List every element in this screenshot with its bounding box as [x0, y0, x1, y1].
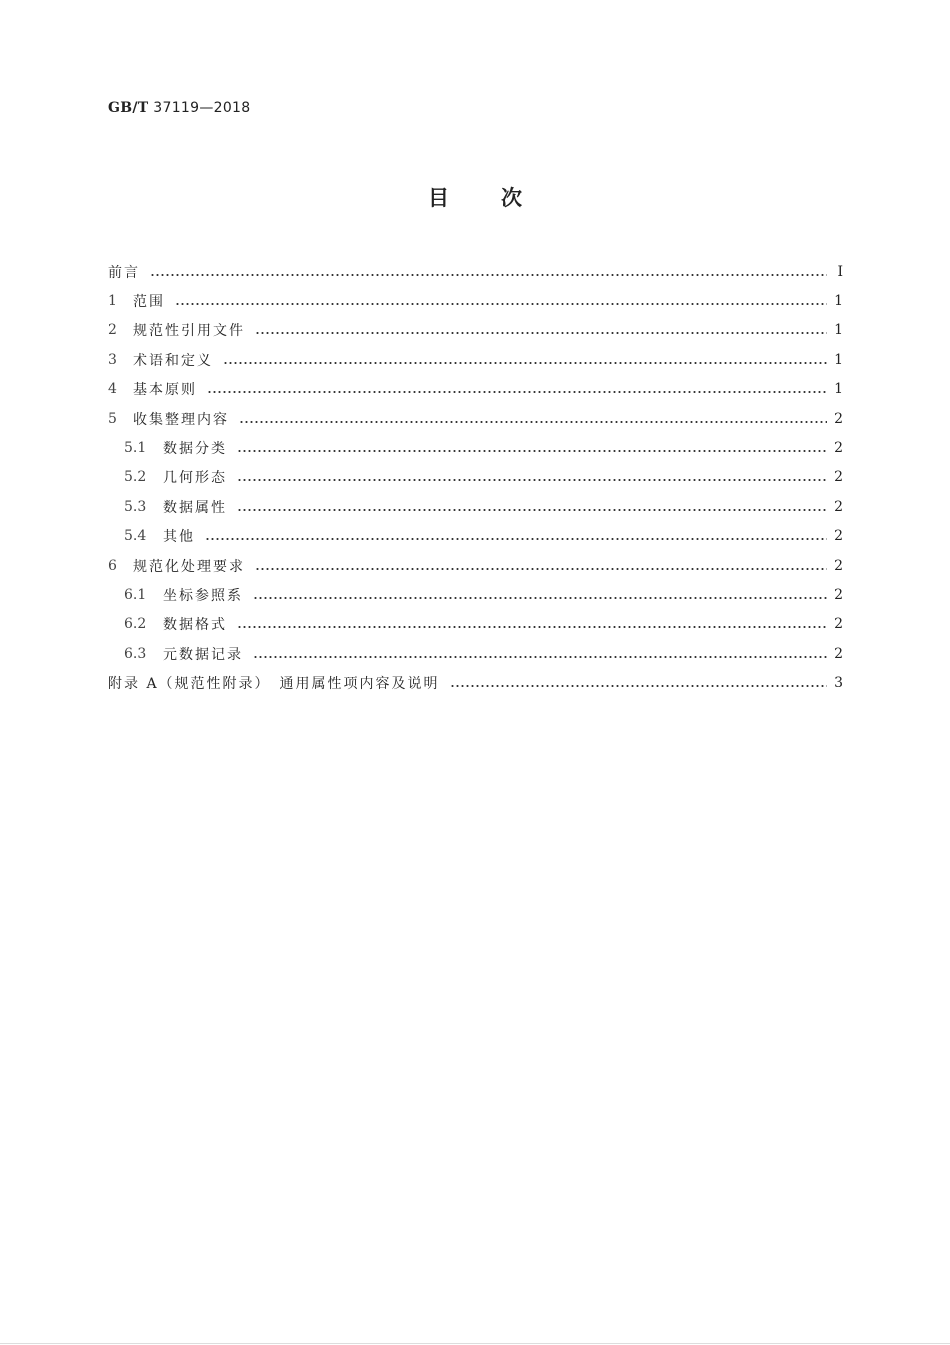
page-edge [0, 1343, 950, 1344]
dot-leader [255, 559, 827, 573]
dot-leader [205, 529, 827, 543]
toc-entry[interactable] [108, 522, 843, 551]
toc-entry-number: 6 [108, 557, 117, 574]
toc-entry[interactable] [108, 639, 843, 668]
toc-entry[interactable] [108, 375, 843, 404]
toc-entry-number: 3 [108, 351, 117, 368]
toc-entry[interactable] [108, 668, 843, 697]
toc-entry-number: 5.4 [124, 528, 147, 545]
dot-leader [237, 500, 827, 514]
toc-entry-page: 1 [834, 293, 843, 310]
toc-entry-page: 2 [834, 440, 843, 457]
standard-code: 37119—2018 [153, 100, 251, 116]
toc-entry[interactable] [108, 610, 843, 639]
toc-entry-page: 2 [834, 586, 843, 603]
toc-entry-page: 2 [834, 528, 843, 545]
toc-entry-page: 1 [834, 381, 843, 398]
dot-leader [239, 412, 827, 426]
standard-number [108, 100, 250, 116]
dot-leader [450, 676, 827, 690]
dot-leader [237, 470, 827, 484]
dot-leader [175, 294, 827, 308]
toc-entry-number: 6.3 [124, 645, 147, 662]
toc-entry[interactable] [108, 551, 843, 580]
toc-entry-label: 范围 [133, 294, 165, 311]
toc-entry-label: 坐标参照系 [163, 587, 243, 604]
toc-entry[interactable] [108, 433, 843, 462]
dot-leader [237, 617, 827, 631]
toc-entry-number: 2 [108, 322, 117, 339]
toc-entry-page: 3 [834, 675, 843, 692]
toc-entry-number: 5.3 [124, 498, 147, 515]
toc-entry-label: 其他 [163, 529, 195, 546]
toc-entry-number: 5 [108, 410, 117, 427]
dot-leader [150, 265, 827, 279]
toc-entry-label: 规范性引用文件 [133, 323, 245, 340]
dot-leader [223, 353, 827, 367]
title-char: 目 [428, 186, 449, 210]
toc-entry-page: 2 [834, 557, 843, 574]
toc-entry[interactable] [108, 316, 843, 345]
toc-entry-label: 术语和定义 [133, 352, 213, 369]
standard-prefix: GB/T [108, 100, 149, 116]
toc-entry[interactable] [108, 580, 843, 609]
dot-leader [207, 382, 827, 396]
toc-entry-label: 基本原则 [133, 382, 197, 399]
dot-leader [237, 441, 827, 455]
toc-entry-label: 收集整理内容 [133, 411, 229, 428]
toc-entry[interactable] [108, 286, 843, 315]
page-title [0, 182, 950, 212]
toc-entry-label: 元数据记录 [163, 646, 243, 663]
toc-entry-page: 2 [834, 498, 843, 515]
toc-entry-page: Ⅰ [837, 263, 843, 280]
toc-entry-number: 5.2 [124, 469, 147, 486]
table-of-contents [108, 257, 843, 698]
toc-entry-label: 规范化处理要求 [133, 558, 245, 575]
toc-entry-page: 1 [834, 322, 843, 339]
dot-leader [255, 323, 827, 337]
toc-entry[interactable] [108, 404, 843, 433]
toc-entry-number: 6.1 [124, 586, 147, 603]
title-char: 次 [501, 186, 522, 210]
toc-entry-label: 数据格式 [163, 617, 227, 634]
toc-entry[interactable] [108, 345, 843, 374]
toc-entry-number: 5.1 [124, 440, 147, 457]
toc-entry-label: 数据属性 [163, 499, 227, 516]
toc-entry[interactable] [108, 257, 843, 286]
toc-entry-label: 附录 A（规范性附录） 通用属性项内容及说明 [108, 676, 440, 693]
toc-entry[interactable] [108, 492, 843, 521]
toc-entry-label: 几何形态 [163, 470, 227, 487]
toc-entry-number: 1 [108, 293, 117, 310]
toc-entry-label: 前言 [108, 264, 140, 281]
toc-entry-number: 6.2 [124, 616, 147, 633]
toc-entry-page: 2 [834, 469, 843, 486]
toc-entry-page: 2 [834, 410, 843, 427]
dot-leader [253, 588, 827, 602]
toc-entry[interactable] [108, 463, 843, 492]
toc-entry-page: 1 [834, 351, 843, 368]
dot-leader [253, 647, 827, 661]
toc-entry-label: 数据分类 [163, 441, 227, 458]
toc-entry-number: 4 [108, 381, 117, 398]
toc-entry-page: 2 [834, 616, 843, 633]
toc-entry-page: 2 [834, 645, 843, 662]
